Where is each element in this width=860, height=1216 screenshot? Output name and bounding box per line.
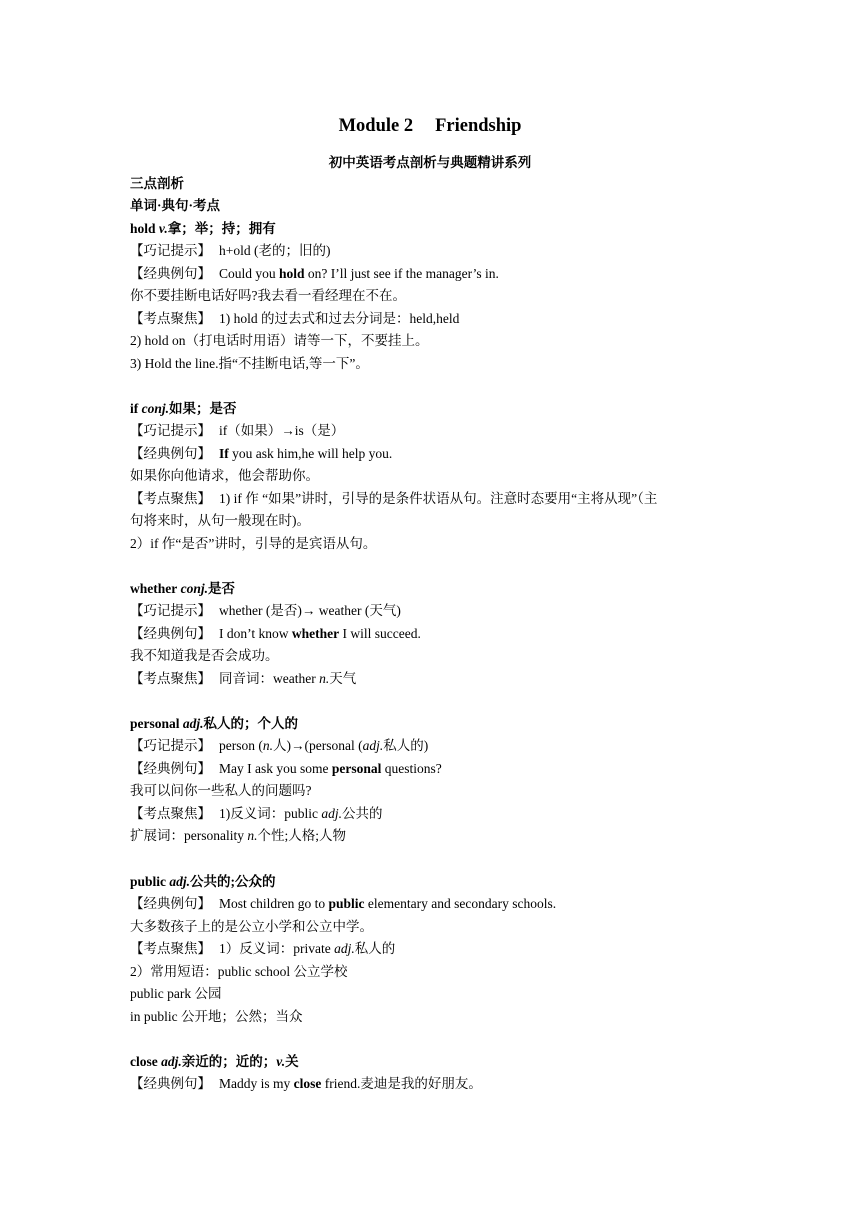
meaning-2: 关 <box>285 1054 299 1069</box>
tip-text: whether (是否)→ weather (天气) <box>219 603 401 618</box>
entry-whether-tip <box>130 602 401 620</box>
example-keyword: personal <box>331 761 382 776</box>
entry-if-focus-2: 2）if 作“是否”讲时，引导的是宾语从句。 <box>130 536 377 551</box>
example-keyword: hold <box>279 266 305 281</box>
entry-personal-focus <box>130 805 383 823</box>
page-title <box>0 116 860 137</box>
example-tag: 【经典例句】 <box>130 266 211 281</box>
example-text: I don’t know <box>219 626 292 641</box>
entry-personal-tip <box>130 737 428 755</box>
entry-hold-heading <box>130 220 276 238</box>
focus-tag: 【考点聚焦】 <box>130 806 211 821</box>
part-of-speech: adj. <box>169 874 191 889</box>
meaning: 如果；是否 <box>169 401 237 416</box>
example-text-end: friend.麦迪是我的好朋友。 <box>321 1076 482 1091</box>
entry-if-focus-cont: 句将来时，从句一般现在时)。 <box>130 513 310 528</box>
focus-text: 1) hold 的过去式和过去分词是：held,held <box>219 311 460 326</box>
entry-whether-focus <box>130 670 356 688</box>
part-of-speech: conj. <box>180 581 209 596</box>
example-text-end: you ask him,he will help you. <box>228 446 393 461</box>
focus-text-end: 私人的 <box>354 941 396 956</box>
extension-text: 扩展词：personality <box>130 828 248 843</box>
focus-tag: 【考点聚焦】 <box>130 941 211 956</box>
tip-text-end: 私人的) <box>383 738 429 753</box>
tip-tag: 【巧记提示】 <box>130 243 211 258</box>
entry-public-example <box>130 895 556 913</box>
part-of-speech-2: v. <box>276 1054 286 1069</box>
entry-hold-translation: 你不要挂断电话好吗?我去看一看经理在不在。 <box>130 288 406 303</box>
entry-whether-example <box>130 625 421 643</box>
entry-public-heading <box>130 873 276 891</box>
headword: hold <box>130 221 156 236</box>
example-tag: 【经典例句】 <box>130 761 211 776</box>
module-number: Module 2 <box>338 116 414 136</box>
focus-text-end: 公共的 <box>342 806 383 821</box>
entry-public-focus-2: 2）常用短语：public school 公立学校 <box>130 964 348 979</box>
extension-pos: n. <box>247 828 258 843</box>
example-keyword: close <box>293 1076 322 1091</box>
extension-text-end: 个性;人格;人物 <box>257 828 347 843</box>
entry-public-focus-3: public park 公园 <box>130 986 222 1001</box>
headword: public <box>130 874 167 889</box>
focus-pos: n. <box>319 671 330 686</box>
entry-personal-example <box>130 760 442 778</box>
entry-if-heading <box>130 400 237 418</box>
entry-hold-focus <box>130 310 459 328</box>
example-text: Maddy is my <box>219 1076 294 1091</box>
headword: whether <box>130 581 178 596</box>
focus-text: 1) if 作 “如果”讲时，引导的是条件状语从句。注意时态要用“主将从现”（主 <box>219 491 658 506</box>
meaning: 私人的；个人的 <box>203 716 299 731</box>
entry-personal-extension <box>130 827 346 845</box>
focus-tag: 【考点聚焦】 <box>130 491 211 506</box>
subsection-heading: 单词·典句·考点 <box>130 198 221 213</box>
focus-text: 1）反义词：private <box>219 941 335 956</box>
headword: close <box>130 1054 158 1069</box>
entry-if-translation: 如果你向他请求，他会帮助你。 <box>130 468 319 483</box>
tip-text-mid: 人)→(personal ( <box>273 738 363 753</box>
headword: personal <box>130 716 180 731</box>
focus-pos: adj. <box>334 941 355 956</box>
example-text-end: elementary and secondary schools. <box>364 896 557 911</box>
entry-hold-tip <box>130 242 330 260</box>
entry-if-focus <box>130 490 657 508</box>
example-text: Could you <box>219 266 280 281</box>
part-of-speech: conj. <box>141 401 170 416</box>
module-name: Friendship <box>435 116 522 136</box>
entry-public-translation: 大多数孩子上的是公立小学和公立中学。 <box>130 919 373 934</box>
tip-text: h+old (老的；旧的) <box>219 243 331 258</box>
example-text-end: questions? <box>381 761 442 776</box>
example-keyword: whether <box>291 626 340 641</box>
example-tag: 【经典例句】 <box>130 626 211 641</box>
focus-tag: 【考点聚焦】 <box>130 311 211 326</box>
example-text: Most children go to <box>219 896 329 911</box>
entry-if-example <box>130 445 392 463</box>
part-of-speech: adj. <box>182 716 204 731</box>
focus-text: 1)反义词：public <box>219 806 322 821</box>
entry-public-focus-4: in public 公开地；公然；当众 <box>130 1009 303 1024</box>
focus-text-end: 天气 <box>329 671 357 686</box>
example-keyword: If <box>219 446 229 461</box>
entry-personal-translation: 我可以问你一些私人的问题吗? <box>130 783 312 798</box>
tip-pos-2: adj. <box>362 738 384 753</box>
focus-pos: adj. <box>321 806 343 821</box>
entry-if-tip <box>130 422 344 440</box>
focus-text: 同音词：weather <box>219 671 320 686</box>
page-subtitle: 初中英语考点剖析与典题精讲系列 <box>328 155 532 170</box>
example-text-end: on? I’ll just see if the manager’s in. <box>304 266 499 281</box>
meaning: 拿；举；持；拥有 <box>167 221 276 236</box>
example-keyword: public <box>328 896 365 911</box>
tip-tag: 【巧记提示】 <box>130 603 211 618</box>
meaning: 亲近的；近的； <box>181 1054 277 1069</box>
entry-personal-heading <box>130 715 298 733</box>
tip-tag: 【巧记提示】 <box>130 738 211 753</box>
entry-hold-example <box>130 265 499 283</box>
example-text: May I ask you some <box>219 761 332 776</box>
tip-text: person ( <box>219 738 263 753</box>
entry-hold-focus-2: 2) hold on（打电话时用语）请等一下，不要挂上。 <box>130 333 429 348</box>
entry-public-focus <box>130 940 395 958</box>
example-text-end: I will succeed. <box>339 626 421 641</box>
part-of-speech: v. <box>158 221 168 236</box>
entry-close-example <box>130 1075 482 1093</box>
entry-whether-heading <box>130 580 235 598</box>
tip-text: if（如果）→is（是） <box>219 423 345 438</box>
focus-tag: 【考点聚焦】 <box>130 671 211 686</box>
entry-whether-translation: 我不知道我是否会成功。 <box>130 648 279 663</box>
section-heading: 三点剖析 <box>130 176 184 191</box>
tip-tag: 【巧记提示】 <box>130 423 211 438</box>
example-tag: 【经典例句】 <box>130 1076 211 1091</box>
example-tag: 【经典例句】 <box>130 446 211 461</box>
meaning: 公共的;公众的 <box>190 874 276 889</box>
example-tag: 【经典例句】 <box>130 896 211 911</box>
entry-close-heading <box>130 1053 299 1071</box>
tip-pos: n. <box>262 738 273 753</box>
meaning: 是否 <box>208 581 236 596</box>
headword: if <box>130 401 139 416</box>
part-of-speech: adj. <box>161 1054 182 1069</box>
entry-hold-focus-3: 3) Hold the line.指“不挂断电话,等一下”。 <box>130 356 369 371</box>
